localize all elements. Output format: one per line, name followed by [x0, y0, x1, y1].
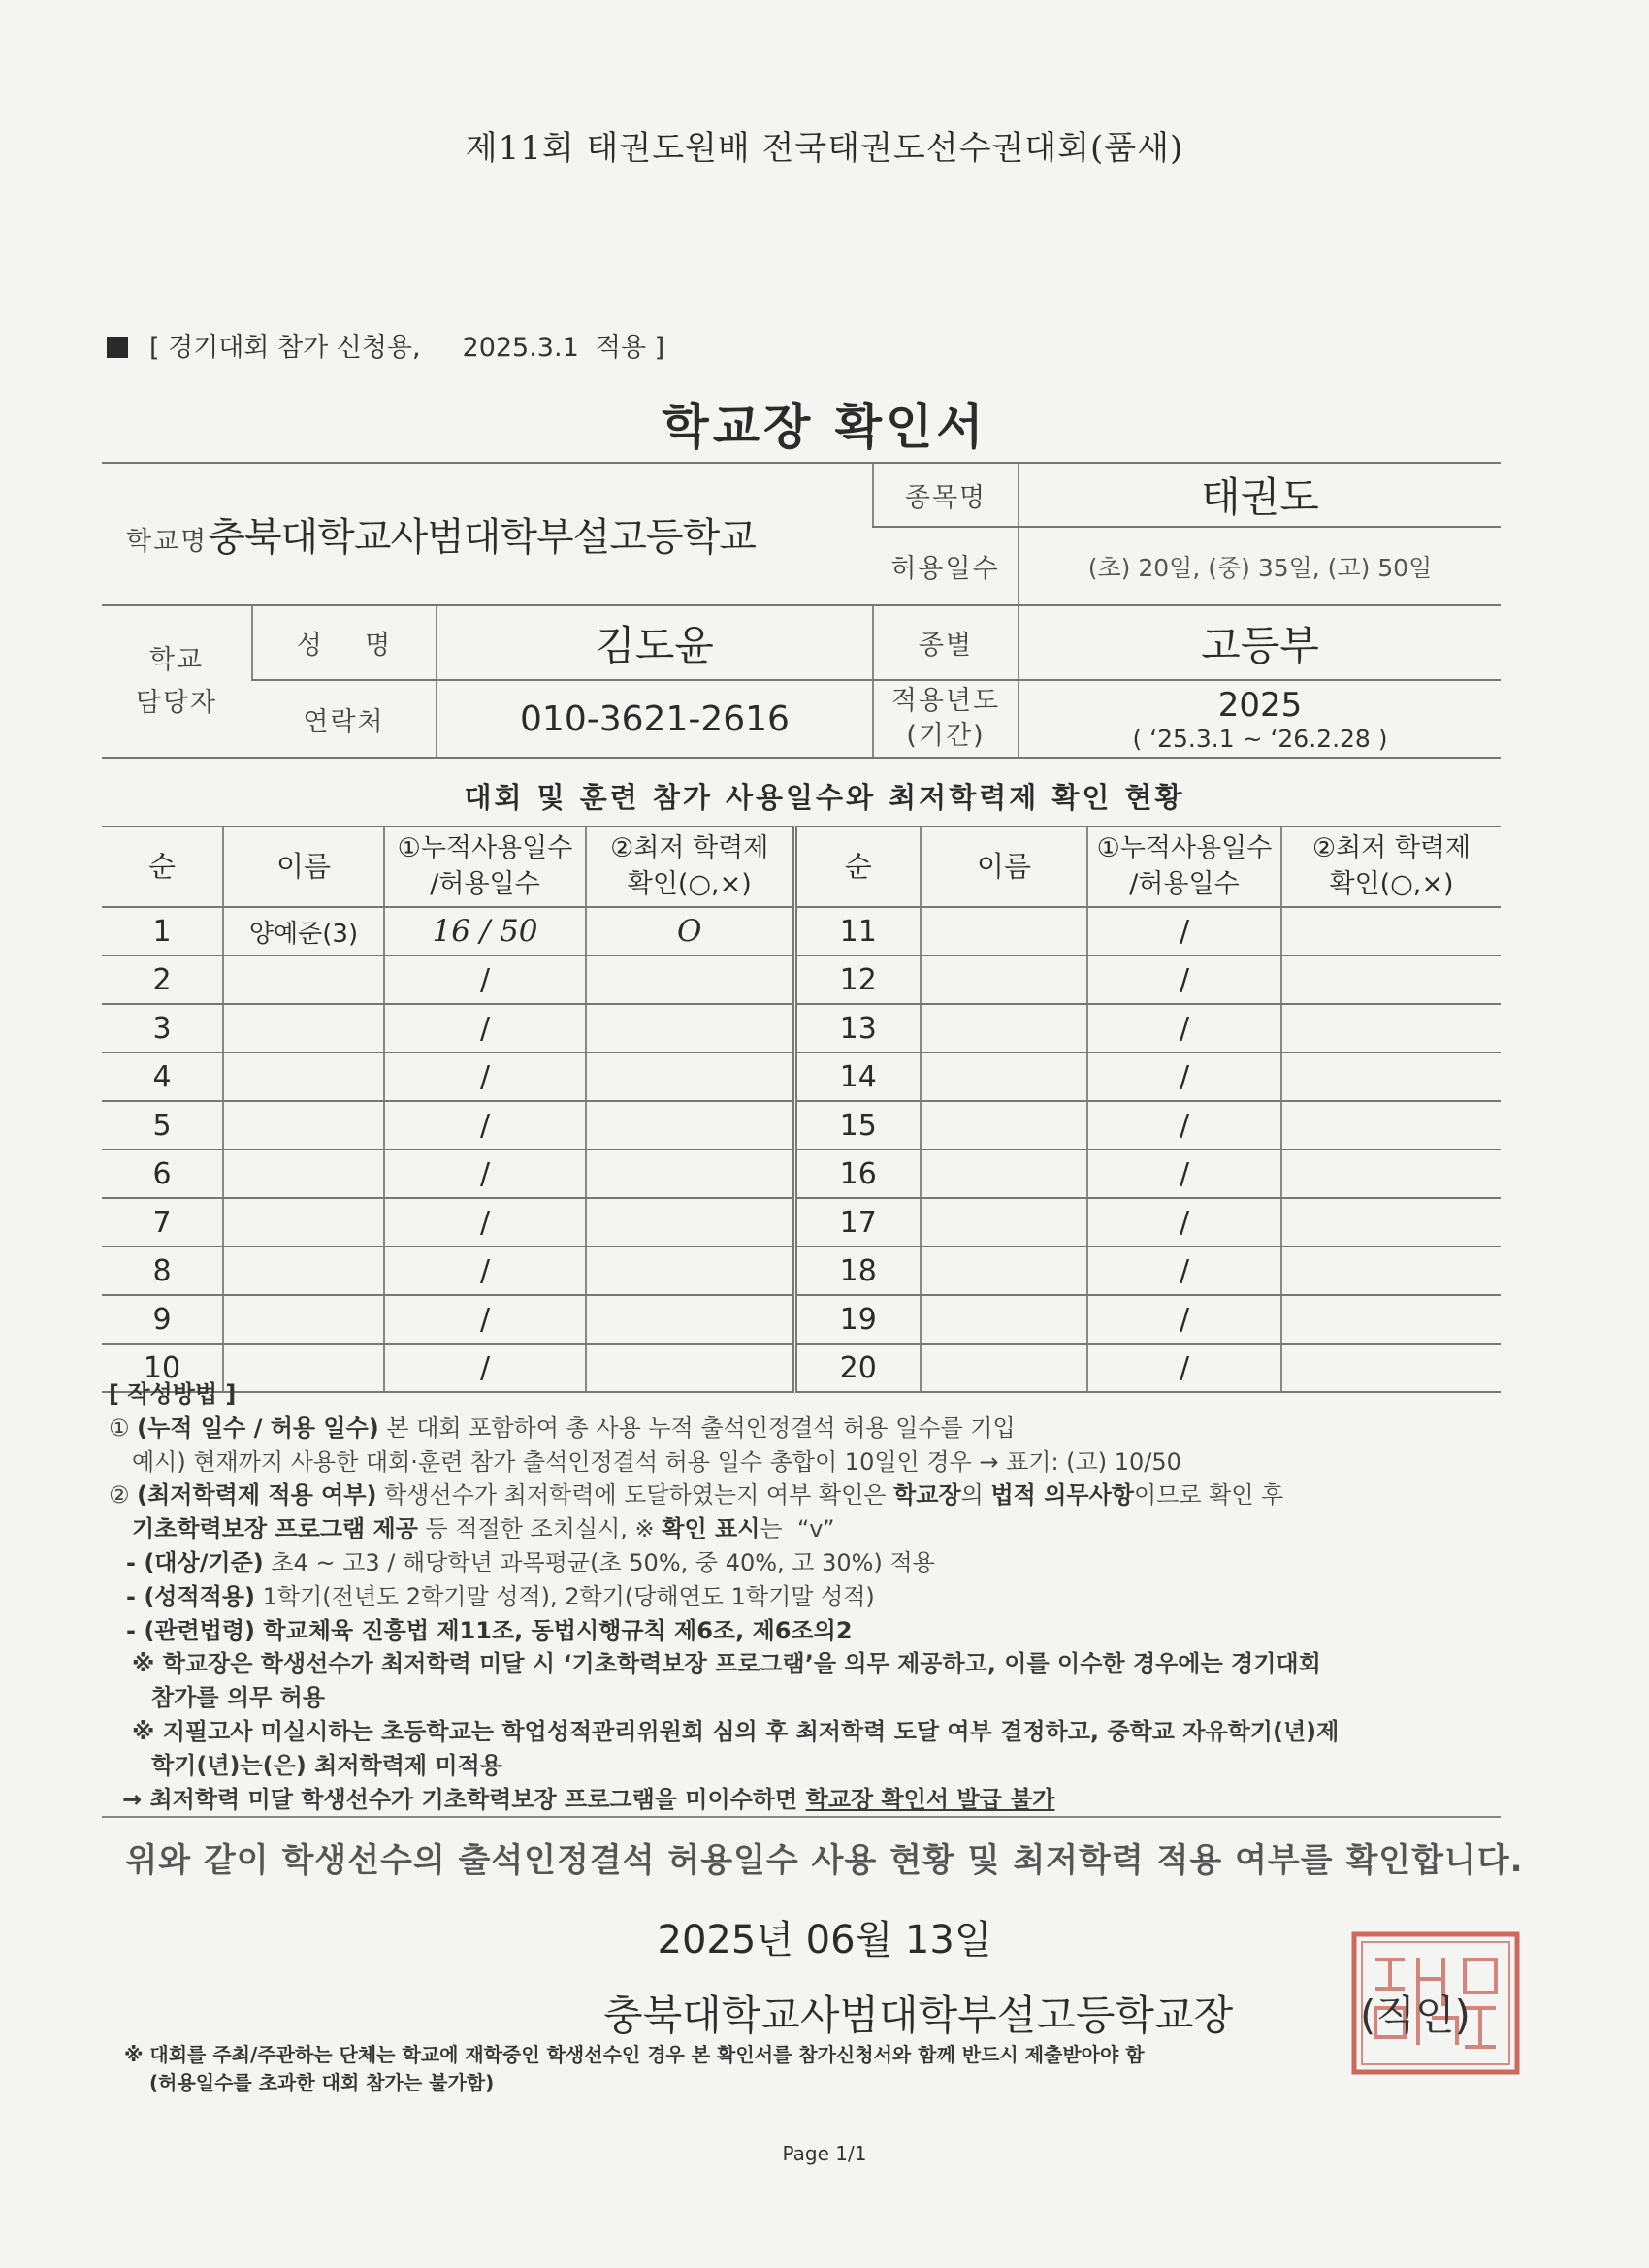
guide-bold: (누적 일수 / 허용 일수)	[137, 1413, 379, 1442]
footnote	[124, 2041, 1145, 2097]
row-no: 13	[794, 1004, 921, 1053]
header-days: ①누적사용일수 /허용일수	[384, 826, 586, 907]
row-name	[223, 1247, 384, 1295]
allowed-days-value: (초) 20일, (중) 35일, (고) 50일	[1018, 527, 1501, 605]
row-check	[586, 1053, 794, 1101]
table-row	[102, 1198, 1501, 1247]
page-number: Page 1/1	[782, 2142, 867, 2165]
table-row	[102, 1101, 1501, 1150]
row-days: /	[384, 1101, 586, 1150]
year-value: 2025	[1217, 685, 1303, 725]
contact-label: 연락처	[252, 680, 436, 758]
row-check	[586, 1004, 794, 1053]
guide-note: ※ 학교장은 학생선수가 최저학력 미달 시 ‘기초학력보장 프로그램’을 의무 제공하고, 이를 이수한 경우에는 경기대회	[132, 1650, 1321, 1678]
guide-bold: 기초학력보장 프로그램 제공	[132, 1515, 418, 1543]
guide-bold: - (대상/기준)	[126, 1548, 264, 1576]
header-no: 순	[794, 826, 921, 907]
row-name: 양예준(3)	[223, 907, 384, 956]
row-check	[1281, 1247, 1501, 1295]
row-days: /	[1087, 1344, 1281, 1392]
row-name	[223, 1101, 384, 1150]
contact-value: 010-3621-2616	[436, 680, 873, 758]
records-table	[102, 826, 1501, 1393]
row-check	[586, 1101, 794, 1150]
row-name	[921, 1198, 1087, 1247]
row-name	[223, 1150, 384, 1198]
form-note	[107, 326, 664, 364]
guide-bold: (최저학력제 적용 여부)	[137, 1481, 377, 1509]
row-no: 11	[794, 907, 921, 956]
school-name: 충북대학교사범대학부설고등학교	[208, 515, 756, 560]
manager-label: 학교 담당자	[102, 605, 252, 758]
guide-note: 참가를 의무 허용	[151, 1684, 325, 1712]
row-days: /	[1087, 1101, 1281, 1150]
guide-prefix: ②	[109, 1481, 138, 1509]
row-check	[1281, 1198, 1501, 1247]
row-name	[223, 1198, 384, 1247]
row-days: /	[1087, 1198, 1281, 1247]
header-name: 이름	[223, 826, 384, 907]
row-name	[223, 956, 384, 1004]
guide-line	[109, 1512, 1505, 1546]
year-label: 적용년도 (기간)	[873, 680, 1018, 758]
guide-line	[109, 1783, 1505, 1817]
row-name	[921, 956, 1087, 1004]
table-row	[102, 1247, 1501, 1295]
square-bullet-icon	[107, 337, 128, 358]
name-label: 성 명	[252, 605, 436, 680]
event-label: 종목명	[873, 463, 1018, 527]
records-header-row	[102, 826, 1501, 907]
guide-bold: - (성적적용)	[126, 1582, 255, 1610]
row-name	[921, 1150, 1087, 1198]
guide-text: 학교체육 진흥법 제11조, 동법시행규칙 제6조, 제6조의2	[255, 1616, 853, 1644]
row-days: /	[1087, 1150, 1281, 1198]
row-days: /	[1087, 1004, 1281, 1053]
footnote-line: ※ 대회를 주최/주관하는 단체는 학교에 재학중인 학생선수인 경우 본 확인서를 참가신청서와 함께 반드시 제출받아야 함	[124, 2043, 1145, 2066]
row-days: 16 / 50	[384, 907, 586, 956]
row-check	[1281, 1101, 1501, 1150]
row-no: 20	[794, 1344, 921, 1392]
seal-label: (직인)	[1360, 1992, 1471, 2039]
row-no: 12	[794, 956, 921, 1004]
guide-underline: 학교장 확인서 발급 불가	[805, 1785, 1055, 1813]
header-days: ①누적사용일수 /허용일수	[1087, 826, 1281, 907]
row-check	[586, 1198, 794, 1247]
row-no: 2	[102, 956, 223, 1004]
guide-text: 등 적절한 조치실시, ※	[417, 1515, 663, 1543]
event-value: 태권도	[1018, 463, 1501, 527]
row-name	[921, 1247, 1087, 1295]
guide-bold: 확인 표시	[662, 1515, 760, 1543]
guide-line	[109, 1580, 1505, 1614]
row-name	[921, 1101, 1087, 1150]
row-days: /	[384, 1295, 586, 1344]
row-name	[921, 1053, 1087, 1101]
header-check: ②최저 학력제 확인(○,×)	[1281, 826, 1501, 907]
school-name-cell	[102, 463, 873, 605]
row-days: /	[384, 1198, 586, 1247]
guide-bold: 법적 의무사항	[990, 1481, 1134, 1509]
row-check	[586, 1247, 794, 1295]
guide-line	[109, 1411, 1505, 1445]
row-check	[586, 956, 794, 1004]
row-days: /	[1087, 907, 1281, 956]
guide-heading: [ 작성방법 ]	[109, 1380, 237, 1408]
guide-example: 예시) 현재까지 사용한 대회·훈련 참가 출석인정결석 허용 일수 총합이 10일인 경우 → 표기: (고) 10/50	[132, 1447, 1181, 1475]
row-check	[1281, 1150, 1501, 1198]
confirmation-statement: 위와 같이 학생선수의 출석인정결석 허용일수 사용 현황 및 최저학력 적용 여부를 확인합니다.	[125, 1841, 1524, 1880]
table-row	[102, 1053, 1501, 1101]
guide-note: ※ 지필고사 미실시하는 초등학교는 학업성적관리위원회 심의 후 최저학력 도달 여부 결정하고, 중학교 자유학기(년)제	[132, 1717, 1340, 1745]
row-days: /	[384, 1004, 586, 1053]
guide-text: 본 대회 포함하여 총 사용 누적 출석인정결석 허용 일수를 기입	[378, 1413, 1016, 1442]
row-no: 19	[794, 1295, 921, 1344]
row-check: O	[586, 907, 794, 956]
row-check	[1281, 956, 1501, 1004]
guide-text: 이므로 확인 후	[1133, 1481, 1284, 1509]
row-no: 18	[794, 1247, 921, 1295]
row-check	[586, 1150, 794, 1198]
form-note-text: [ 경기대회 참가 신청용, 2025.3.1 적용 ]	[149, 333, 665, 363]
row-days: /	[384, 956, 586, 1004]
table-row	[102, 956, 1501, 1004]
header-no: 순	[102, 826, 223, 907]
allowed-days-label: 허용일수	[873, 527, 1018, 605]
row-days: /	[384, 1247, 586, 1295]
row-check	[1281, 1295, 1501, 1344]
row-name	[223, 1053, 384, 1101]
guide-text: 학생선수가 최저학력에 도달하였는지 여부 확인은	[376, 1481, 894, 1509]
table-row	[102, 907, 1501, 956]
row-name	[921, 1004, 1087, 1053]
header-check: ②최저 학력제 확인(○,×)	[586, 826, 794, 907]
guide-text: 의	[960, 1481, 991, 1509]
row-no: 15	[794, 1101, 921, 1150]
row-name	[223, 1004, 384, 1053]
row-no: 7	[102, 1198, 223, 1247]
divider	[102, 1816, 1501, 1818]
guide-text: → 최저학력 미달 학생선수가 기초학력보장 프로그램을 미이수하면	[122, 1785, 806, 1813]
guide-note: 학기(년)는(은) 최저학력제 미적용	[151, 1751, 502, 1779]
row-name	[921, 907, 1087, 956]
row-no: 9	[102, 1295, 223, 1344]
school-label: 학교명	[126, 527, 209, 557]
table-row	[102, 1295, 1501, 1344]
guide-text: 는 “v”	[760, 1515, 835, 1543]
row-days: /	[1087, 1295, 1281, 1344]
row-no: 17	[794, 1198, 921, 1247]
guide-text: 1학기(전년도 2학기말 성적), 2학기(당해연도 1학기말 성적)	[255, 1582, 875, 1610]
table-row	[102, 1150, 1501, 1198]
row-days: /	[384, 1053, 586, 1101]
division-label: 종별	[873, 605, 1018, 680]
document-title: 학교장 확인서	[662, 399, 987, 455]
row-no: 16	[794, 1150, 921, 1198]
row-days: /	[1087, 1247, 1281, 1295]
event-title: 제11회 태권도원배 전국태권도선수권대회(품새)	[465, 129, 1184, 168]
row-check	[1281, 1053, 1501, 1101]
footnote-line: (허용일수를 초과한 대회 참가는 불가함)	[149, 2071, 495, 2094]
row-no: 6	[102, 1150, 223, 1198]
guide-line	[109, 1546, 1505, 1580]
row-days: /	[384, 1150, 586, 1198]
row-no: 3	[102, 1004, 223, 1053]
year-period: ( ‘25.3.1 ~ ‘26.2.28 )	[1132, 724, 1388, 753]
row-days: /	[1087, 1053, 1281, 1101]
row-name	[223, 1295, 384, 1344]
year-cell	[1018, 680, 1501, 758]
row-days: /	[384, 1344, 586, 1392]
row-no: 1	[102, 907, 223, 956]
row-check	[586, 1295, 794, 1344]
table-row	[102, 1004, 1501, 1053]
issue-date: 2025년 06월 13일	[657, 1918, 992, 1962]
row-check	[1281, 907, 1501, 956]
guide-line	[109, 1614, 1505, 1648]
row-no: 10	[102, 1344, 223, 1392]
guide-bold: 학교장	[893, 1481, 961, 1509]
guide-bold: - (관련법령)	[126, 1616, 255, 1644]
guide-prefix: ①	[109, 1413, 138, 1442]
writing-guide	[109, 1377, 1505, 1816]
guide-line	[109, 1478, 1505, 1512]
row-no: 5	[102, 1101, 223, 1150]
guide-text: 초4 ~ 고3 / 해당학년 과목평균(초 50%, 중 40%, 고 30%) 적용	[263, 1548, 935, 1576]
row-days: /	[1087, 956, 1281, 1004]
row-name	[921, 1295, 1087, 1344]
row-no: 4	[102, 1053, 223, 1101]
manager-name: 김도윤	[436, 605, 873, 680]
section-title: 대회 및 훈련 참가 사용일수와 최저학력제 확인 현황	[464, 781, 1185, 814]
division-value: 고등부	[1018, 605, 1501, 680]
row-no: 14	[794, 1053, 921, 1101]
row-check	[1281, 1004, 1501, 1053]
row-no: 8	[102, 1247, 223, 1295]
info-table	[102, 462, 1501, 759]
header-name: 이름	[921, 826, 1087, 907]
principal-title: 충북대학교사범대학부설고등학교장	[603, 1992, 1234, 2039]
